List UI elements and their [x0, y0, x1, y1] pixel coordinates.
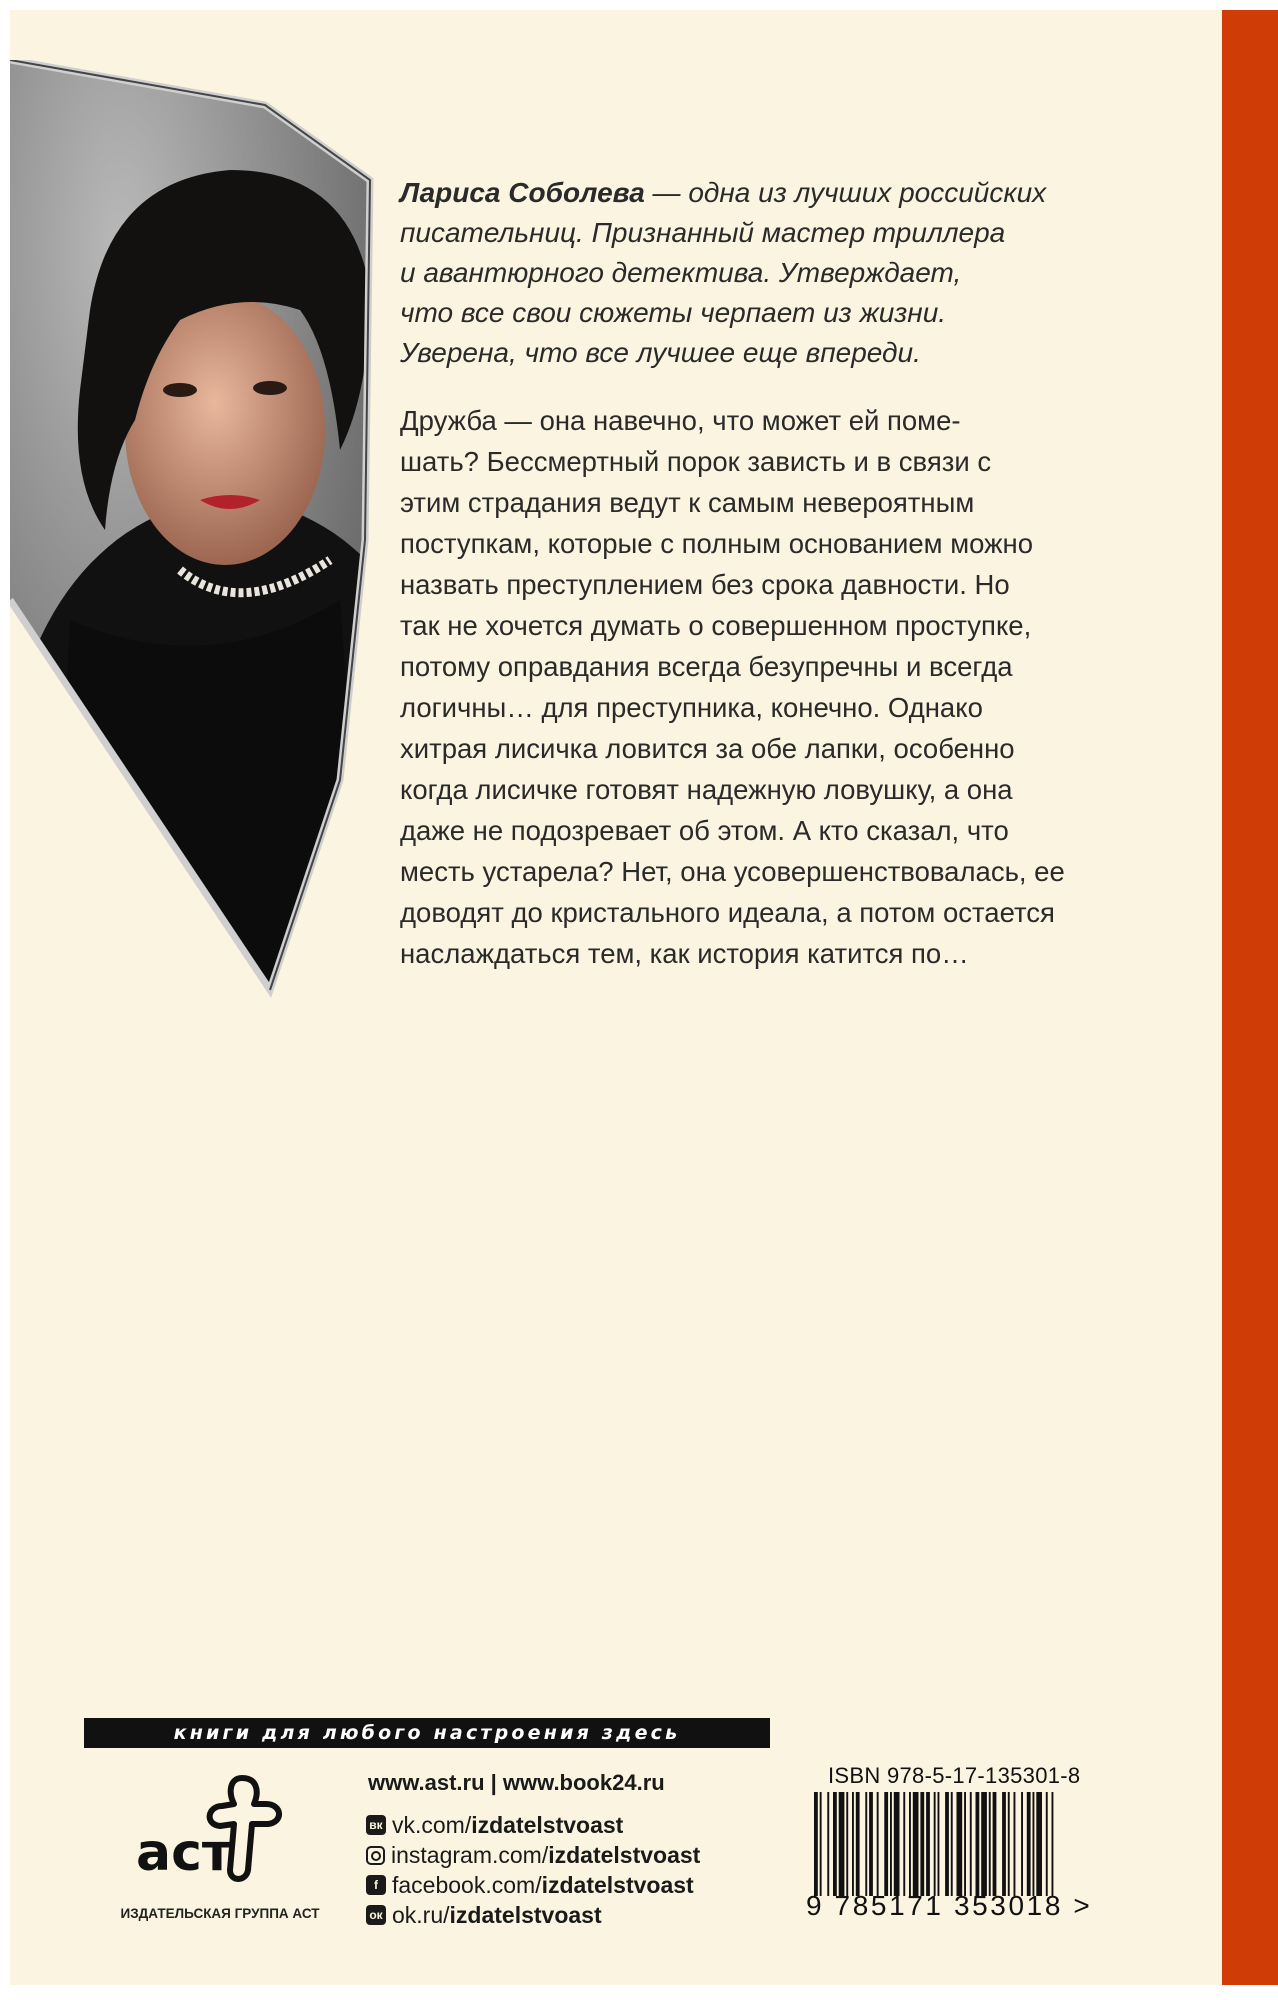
synopsis-line: этим страдания ведут к самым невероятным [400, 487, 975, 518]
book-synopsis [400, 400, 1080, 974]
barcode-bar [1046, 1792, 1048, 1896]
synopsis-line: месть устарела? Нет, она усовершенствовалась, ее [400, 856, 1065, 887]
barcode-bar [856, 1792, 860, 1896]
spine-strip [1222, 10, 1278, 1985]
synopsis-line: назвать преступлением без срока давности. Но [400, 569, 1010, 600]
social-handle: izdatelstvoast [449, 1901, 602, 1928]
barcode-bar [1002, 1792, 1006, 1896]
barcode-bar [913, 1792, 919, 1896]
social-link-instagram[interactable] [366, 1840, 766, 1870]
barcode-bar [1036, 1792, 1042, 1896]
odnoklassniki-icon: ок [366, 1905, 386, 1925]
barcode-bar [884, 1792, 888, 1896]
author-name: Лариса Соболева [400, 177, 645, 208]
barcode-bar [909, 1792, 911, 1896]
barcode-bar [820, 1792, 822, 1896]
publisher-caption: ИЗДАТЕЛЬСКАЯ ГРУППА АСТ [120, 1906, 320, 1921]
barcode-bar [970, 1792, 972, 1896]
barcode-bar [890, 1792, 892, 1896]
instagram-icon [366, 1846, 385, 1865]
barcode-bar [989, 1792, 991, 1896]
barcode-bar [1021, 1792, 1023, 1896]
social-link-odnoklassniki[interactable] [366, 1900, 766, 1930]
author-bio [400, 173, 1100, 373]
barcode-bar [814, 1792, 818, 1896]
ast-logo [130, 1770, 300, 1890]
synopsis-line: логичны… для преступника, конечно. Однако [400, 692, 983, 723]
synopsis-line: когда лисичке готовят надежную ловушку, а она [400, 774, 1013, 805]
bio-line: писательниц. Признанный мастер триллера [400, 217, 1006, 248]
synopsis-line: доводят до кристального идеала, а потом остается [400, 897, 1055, 928]
isbn-label: ISBN 978-5-17-135301-8 [828, 1763, 1081, 1788]
barcode-bar [981, 1792, 987, 1896]
synopsis-line: даже не подозревает об этом. А кто сказал, что [400, 815, 1009, 846]
barcode-bar [951, 1792, 953, 1896]
barcode-bar [926, 1792, 930, 1896]
social-handle: izdatelstvoast [471, 1811, 624, 1838]
logo-text: аст [136, 1823, 233, 1883]
social-handle: izdatelstvoast [541, 1871, 694, 1898]
barcode-bar [920, 1792, 924, 1896]
bio-line: — одна из лучших российских [644, 177, 1047, 208]
barcode-bar [869, 1792, 873, 1896]
synopsis-line: потому оправдания всегда безупречны и всегда [400, 651, 1013, 682]
barcode-bar [964, 1792, 966, 1896]
barcode-bar [839, 1792, 845, 1896]
barcode-bar [827, 1792, 829, 1896]
synopsis-line: наслаждаться тем, как история катится по… [400, 938, 969, 969]
barcode-bar [945, 1792, 949, 1896]
social-handle: izdatelstvoast [548, 1841, 701, 1868]
bio-line: и авантюрного детектива. Утверждает, [400, 257, 962, 288]
barcode-bar [976, 1792, 980, 1896]
synopsis-line: шать? Бессмертный порок зависть и в связи с [400, 446, 992, 477]
barcode-bar [846, 1792, 848, 1896]
social-link-vk[interactable] [366, 1810, 766, 1840]
barcode-bar [877, 1792, 879, 1896]
barcode-bar [957, 1792, 963, 1896]
barcode-bar [1033, 1792, 1035, 1896]
barcode-bar [852, 1792, 854, 1896]
barcode-bar [833, 1792, 837, 1896]
barcode-bar [938, 1792, 940, 1896]
synopsis-line: Дружба — она навечно, что может ей поме- [400, 405, 961, 436]
facebook-icon: f [366, 1875, 386, 1895]
barcode-bar [894, 1792, 900, 1896]
vk-icon: вк [366, 1815, 386, 1835]
website-links[interactable]: www.ast.ru | www.book24.ru [368, 1770, 665, 1795]
barcode-bar [934, 1792, 936, 1896]
barcode-bar [1008, 1792, 1010, 1896]
social-prefix: ok.ru/ [392, 1901, 450, 1928]
isbn-barcode [810, 1792, 1110, 1896]
synopsis-line: так не хочется думать о совершенном проступке, [400, 610, 1032, 641]
barcode-bar [903, 1792, 905, 1896]
barcode-bar [1014, 1792, 1016, 1896]
social-prefix: instagram.com/ [391, 1841, 549, 1868]
author-photo [10, 60, 380, 1000]
social-prefix: facebook.com/ [392, 1871, 542, 1898]
social-links [366, 1810, 766, 1930]
barcode-bar [1052, 1792, 1054, 1896]
barcode-bar [993, 1792, 997, 1896]
social-link-facebook[interactable] [366, 1870, 766, 1900]
barcode-bar [865, 1792, 867, 1896]
barcode-bar [1027, 1792, 1031, 1896]
bio-line: Уверена, что все лучшее еще впереди. [400, 337, 921, 368]
bio-line: что все свои сюжеты черпает из жизни. [400, 297, 947, 328]
slogan-banner: книги для любого настроения здесь [84, 1718, 770, 1748]
social-prefix: vk.com/ [392, 1811, 472, 1838]
barcode-digits: 9 785171 353018 > [806, 1890, 1093, 1921]
synopsis-line: хитрая лисичка ловится за обе лапки, особенно [400, 733, 1015, 764]
synopsis-line: поступкам, которые с полным основанием можно [400, 528, 1033, 559]
